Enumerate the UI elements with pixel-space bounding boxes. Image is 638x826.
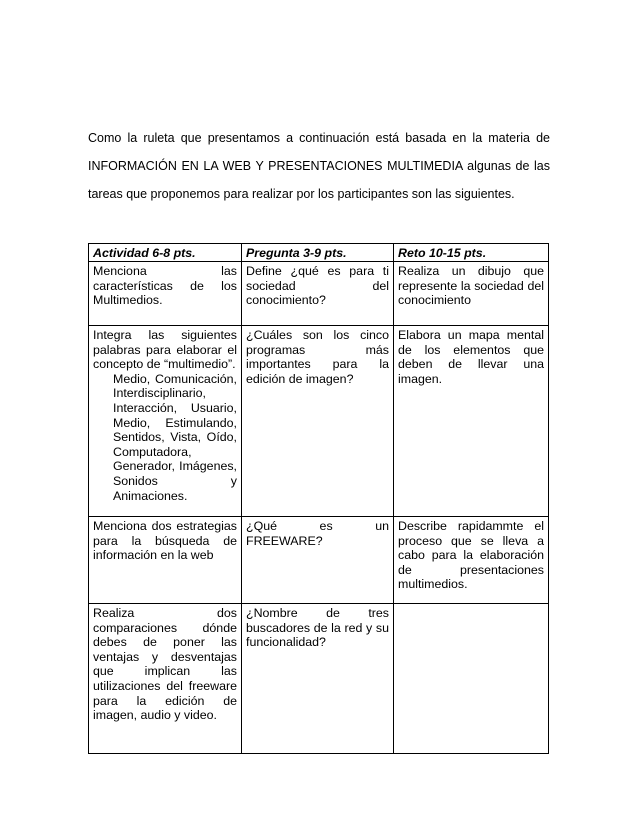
cell-pregunta: Define ¿qué es para ti sociedad del conocimiento? bbox=[242, 262, 394, 326]
cell-reto: Describe rapidammte el proceso que se lleva a cabo para la elaboración de presentaciones multimedios. bbox=[394, 517, 549, 604]
cell-reto bbox=[394, 604, 549, 754]
header-actividad: Actividad 6-8 pts. bbox=[89, 244, 242, 262]
intro-paragraph: Como la ruleta que presentamos a continuación está basada en la materia de INFORMACIÓN EN LA WEB Y PRESENTACIONES MULTIMEDIA algunas de las tareas que proponemos para realizar por los participantes son las siguientes. bbox=[88, 131, 550, 201]
cell-reto: Elabora un mapa mental de los elementos que deben de llevar una imagen. bbox=[394, 326, 549, 517]
cell-actividad-text: Integra las siguientes palabras para elaborar el concepto de “multimedio”. bbox=[93, 328, 237, 372]
word-list bbox=[93, 372, 237, 503]
table-header-row bbox=[89, 244, 549, 262]
table-row bbox=[89, 517, 549, 604]
cell-actividad: Menciona las características de los Multimedios. bbox=[89, 262, 242, 326]
tasks-table bbox=[88, 243, 549, 754]
cell-pregunta: ¿Cuáles son los cinco programas más importantes para la edición de imagen? bbox=[242, 326, 394, 517]
table-row bbox=[89, 604, 549, 754]
cell-pregunta: ¿Qué es un FREEWARE? bbox=[242, 517, 394, 604]
table-row bbox=[89, 326, 549, 517]
header-reto: Reto 10-15 pts. bbox=[394, 244, 549, 262]
cell-actividad bbox=[89, 326, 242, 517]
table-row bbox=[89, 262, 549, 326]
cell-actividad: Realiza dos comparaciones dónde debes de poner las ventajas y desventajas que implican las utilizaciones del freeware para la edición de imagen, audio y video. bbox=[89, 604, 242, 754]
cell-actividad: Menciona dos estrategias para la búsqueda de información en la web bbox=[89, 517, 242, 604]
word-list-item: Medio, Comunicación, Interdisciplinario, Interacción, Usuario, Medio, Estimulando, Sentidos, Vista, Oído, Computadora, Generador, Imágenes, Sonidos y Animaciones. bbox=[113, 371, 237, 503]
cell-reto: Realiza un dibujo que represente la sociedad del conocimiento bbox=[394, 262, 549, 326]
header-pregunta: Pregunta 3-9 pts. bbox=[242, 244, 394, 262]
cell-pregunta: ¿Nombre de tres buscadores de la red y su funcionalidad? bbox=[242, 604, 394, 754]
